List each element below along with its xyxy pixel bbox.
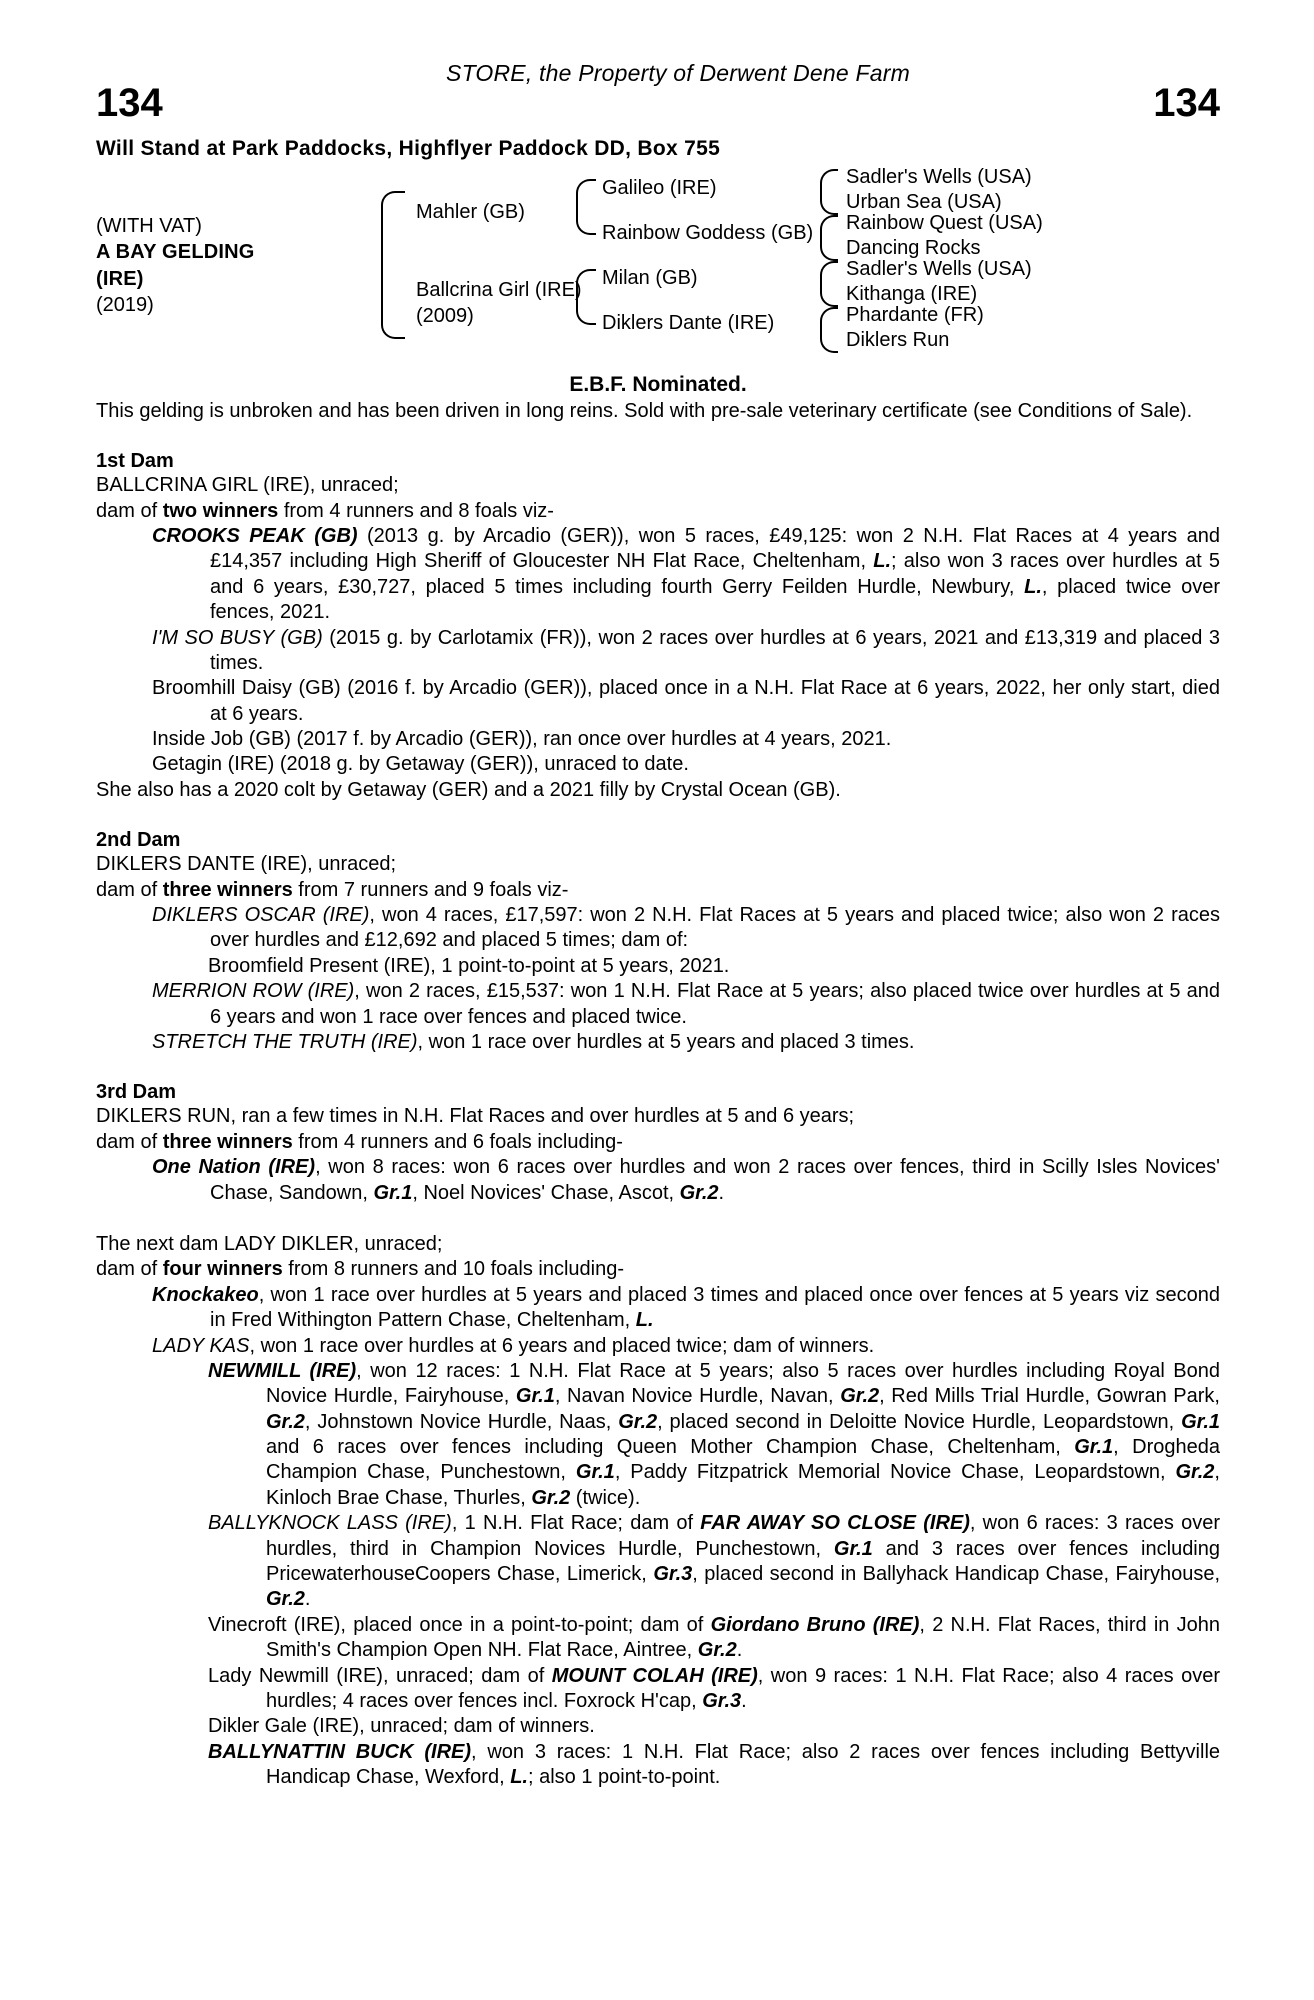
brace-sire xyxy=(576,179,596,235)
grandsire-1: Galileo (IRE) xyxy=(602,177,717,199)
dam-of-line: dam of three winners from 7 runners and 9 foals viz- xyxy=(96,878,569,901)
progeny-text: Broomhill Daisy (GB) (2016 f. by Arcadio (GER)), placed once in a N.H. Flat Race at 6 years, 2022, her only start, died at 6 years. xyxy=(152,677,1220,725)
progeny-entry xyxy=(208,1664,1220,1715)
progeny-text: Getagin (IRE) (2018 g. by Getaway (GER)), unraced to date. xyxy=(152,753,689,776)
dam-heading: 2nd Dam xyxy=(96,829,181,852)
progeny-entry xyxy=(152,1155,1220,1206)
brace-gg-3 xyxy=(820,261,838,307)
progeny-text: I'M SO BUSY (GB) (2015 g. by Carlotamix (FR)), won 2 races over hurdles at 6 years, 2021 and £13,319 and placed 3 times. xyxy=(152,626,1221,674)
progeny-text: NEWMILL (IRE), won 12 races: 1 N.H. Flat Race at 5 years; also 5 races over hurdles including Royal Bond Novice Hurdle, Fairyhouse, Gr.1, Navan Novice Hurdle, Navan, Gr.2, Red Mills Trial Hurdle, Gowran Park, Gr.2, Johnstown Novice Hurdle, Naas, Gr.2, placed second in Deloitte Novice Hurdle, Leopardstown, Gr.1 and 6 races over fences including Queen Mother Champion Chase, Cheltenham, Gr.1, Drogheda Champion Chase, Punchestown, Gr.1, Paddy Fitzpatrick Memorial Novice Chase, Leopardstown, Gr.2, Kinloch Brae Chase, Thurles, Gr.2 (twice). xyxy=(208,1359,1221,1509)
progeny-text: LADY KAS, won 1 race over hurdles at 6 years and placed twice; dam of winners. xyxy=(152,1334,875,1357)
pedigree-subject xyxy=(96,213,306,319)
brace-gg-2 xyxy=(820,215,838,261)
brace-dam xyxy=(576,269,596,325)
next-dam-intro: The next dam LADY DIKLER, unraced; xyxy=(96,1232,443,1255)
progeny-entry xyxy=(152,752,1220,777)
great-grandparents-2 xyxy=(846,211,1043,261)
progeny-text: STRETCH THE TRUTH (IRE), won 1 race over hurdles at 5 years and placed 3 times. xyxy=(152,1031,915,1053)
vat-note: (WITH VAT) xyxy=(96,215,202,237)
subject-country: (IRE) xyxy=(96,267,144,290)
progeny-entry xyxy=(152,1283,1220,1334)
progeny-entry xyxy=(208,1511,1220,1613)
progeny-entry xyxy=(152,903,1220,954)
subject-year: (2019) xyxy=(96,294,154,317)
progeny-entry xyxy=(152,727,1220,752)
progeny-text: Vinecroft (IRE), placed once in a point-to-point; dam of Giordano Bruno (IRE), 2 N.H. Flat Races, third in John Smith's Champion Open NH. Flat Race, Aintree, Gr.2. xyxy=(208,1613,1221,1662)
progeny-entry xyxy=(152,1334,1220,1359)
pedigree-chart xyxy=(96,167,1220,377)
dam-year: (2009) xyxy=(416,305,474,327)
ggp-4-dam: Diklers Run xyxy=(846,329,950,352)
intro-paragraph: This gelding is unbroken and has been driven in long reins. Sold with pre-sale veterinary certificate (see Conditions of Sale). xyxy=(96,400,1193,422)
progeny-text: Inside Job (GB) (2017 f. by Arcadio (GER)), ran once over hurdles at 4 years, 2021. xyxy=(152,728,892,751)
ggp-1-sire: Sadler's Wells (USA) xyxy=(846,166,1032,188)
great-grandparents-3 xyxy=(846,257,1032,307)
next-dam-container xyxy=(96,1232,1220,1791)
ebf-nominated: E.B.F. Nominated. xyxy=(569,373,747,396)
dams-container xyxy=(96,450,1220,1206)
ggp-3-sire: Sadler's Wells (USA) xyxy=(846,258,1032,280)
progeny-entry xyxy=(152,676,1220,727)
progeny-entry xyxy=(152,979,1220,1030)
sire-name: Mahler (GB) xyxy=(416,201,525,223)
store-line: STORE, the Property of Derwent Dene Farm xyxy=(446,60,910,86)
progeny-entry xyxy=(208,1613,1220,1664)
ggp-4-sire: Phardante (FR) xyxy=(846,304,984,326)
dam-name-line: BALLCRINA GIRL (IRE), unraced; xyxy=(96,474,399,497)
great-grandparents-4 xyxy=(846,303,984,353)
brace-gg-1 xyxy=(820,169,838,215)
dam-name-text: Ballcrina Girl (IRE) xyxy=(416,279,582,301)
dam-of-line: dam of two winners from 4 runners and 8 foals viz- xyxy=(96,499,554,522)
stand-location-line: Will Stand at Park Paddocks, Highflyer Paddock DD, Box 755 xyxy=(96,137,721,160)
brace-gg-4 xyxy=(820,307,838,353)
progeny-entry xyxy=(208,1714,1220,1739)
ggp-2-sire: Rainbow Quest (USA) xyxy=(846,212,1043,234)
dam-name-line: DIKLERS DANTE (IRE), unraced; xyxy=(96,853,397,876)
granddam-1: Rainbow Goddess (GB) xyxy=(602,222,814,244)
dam-of-line: dam of three winners from 4 runners and 6 foals including- xyxy=(96,1130,623,1153)
dam-heading: 3rd Dam xyxy=(96,1081,177,1104)
ggp-2-dam: Dancing Rocks xyxy=(846,237,981,260)
lot-number-row xyxy=(96,83,1220,123)
dam-heading: 1st Dam xyxy=(96,450,174,473)
subject-description: A BAY GELDING xyxy=(96,241,255,264)
progeny-text: DIKLERS OSCAR (IRE), won 4 races, £17,597: won 2 N.H. Flat Races at 5 years and placed twice; also won 2 races over hurdles and £12,692 and placed 5 times; dam of: xyxy=(152,904,1220,952)
progeny-entry xyxy=(152,626,1220,677)
progeny-entry xyxy=(208,1740,1220,1791)
progeny-text: CROOKS PEAK (GB) (2013 g. by Arcadio (GER)), won 5 races, £49,125: won 2 N.H. Flat Races at 4 years and £14,357 including High Sheriff of Gloucester NH Flat Race, Cheltenham, L.; also won 3 races over hurdles at 5 and 6 years, £30,727, placed 5 times including fourth Gerry Feilden Hurdle, Newbury, L., placed twice over fences, 2021. xyxy=(152,524,1221,624)
dam-name xyxy=(416,277,582,329)
ggp-1-dam: Urban Sea (USA) xyxy=(846,191,1002,214)
brace-subject xyxy=(381,191,405,339)
progeny-sub-entry: Broomfield Present (IRE), 1 point-to-point at 5 years, 2021. xyxy=(208,954,730,977)
progeny-text: Lady Newmill (IRE), unraced; dam of MOUNT COLAH (IRE), won 9 races: 1 N.H. Flat Race; also 4 races over hurdles; 4 races over fences incl. Foxrock H'cap, Gr.3. xyxy=(208,1664,1221,1712)
granddam-2: Diklers Dante (IRE) xyxy=(602,312,775,334)
great-grandparents-1 xyxy=(846,165,1032,215)
next-dam-of-line: dam of four winners from 8 runners and 10 foals including- xyxy=(96,1258,625,1281)
progeny-text: Dikler Gale (IRE), unraced; dam of winners. xyxy=(208,1715,595,1738)
lot-number-right: 134 xyxy=(1153,81,1220,125)
progeny-text: One Nation (IRE), won 8 races: won 6 races over hurdles and won 2 races over fences, third in Scilly Isles Novices' Chase, Sandown, Gr.1, Noel Novices' Chase, Ascot, Gr.2. xyxy=(152,1156,1220,1204)
lot-number-left: 134 xyxy=(96,81,163,125)
progeny-text: MERRION ROW (IRE), won 2 races, £15,537: won 1 N.H. Flat Race at 5 years; also placed twice over hurdles at 5 and 6 years and won 1 race over fences and placed twice. xyxy=(152,980,1221,1028)
progeny-text: BALLYKNOCK LASS (IRE), 1 N.H. Flat Race; dam of FAR AWAY SO CLOSE (IRE), won 6 races: 3 races over hurdles, third in Champion Novices Hurdle, Punchestown, Gr.1 and 3 races over fences including PricewaterhouseCoopers Chase, Limerick, Gr.3, placed second in Ballyhack Handicap Chase, Fairyhouse, Gr.2. xyxy=(208,1512,1221,1611)
page-content xyxy=(96,60,1220,1791)
dam-footer: She also has a 2020 colt by Getaway (GER) and a 2021 filly by Crystal Ocean (GB). xyxy=(96,778,841,801)
progeny-entry xyxy=(208,1359,1220,1511)
grandsire-2: Milan (GB) xyxy=(602,267,698,289)
progeny-entry xyxy=(152,1030,1220,1055)
dam-name-line: DIKLERS RUN, ran a few times in N.H. Flat Races and over hurdles at 5 and 6 years; xyxy=(96,1105,855,1128)
progeny-text: Knockakeo, won 1 race over hurdles at 5 years and placed 3 times and placed once over fences at 5 years viz second in Fred Withington Pattern Chase, Cheltenham, L. xyxy=(152,1283,1220,1332)
progeny-text: BALLYNATTIN BUCK (IRE), won 3 races: 1 N.H. Flat Race; also 2 races over fences including Bettyville Handicap Chase, Wexford, L.; also 1 point-to-point. xyxy=(208,1740,1221,1789)
progeny-entry xyxy=(152,524,1220,626)
ggp-3-dam: Kithanga (IRE) xyxy=(846,283,978,306)
